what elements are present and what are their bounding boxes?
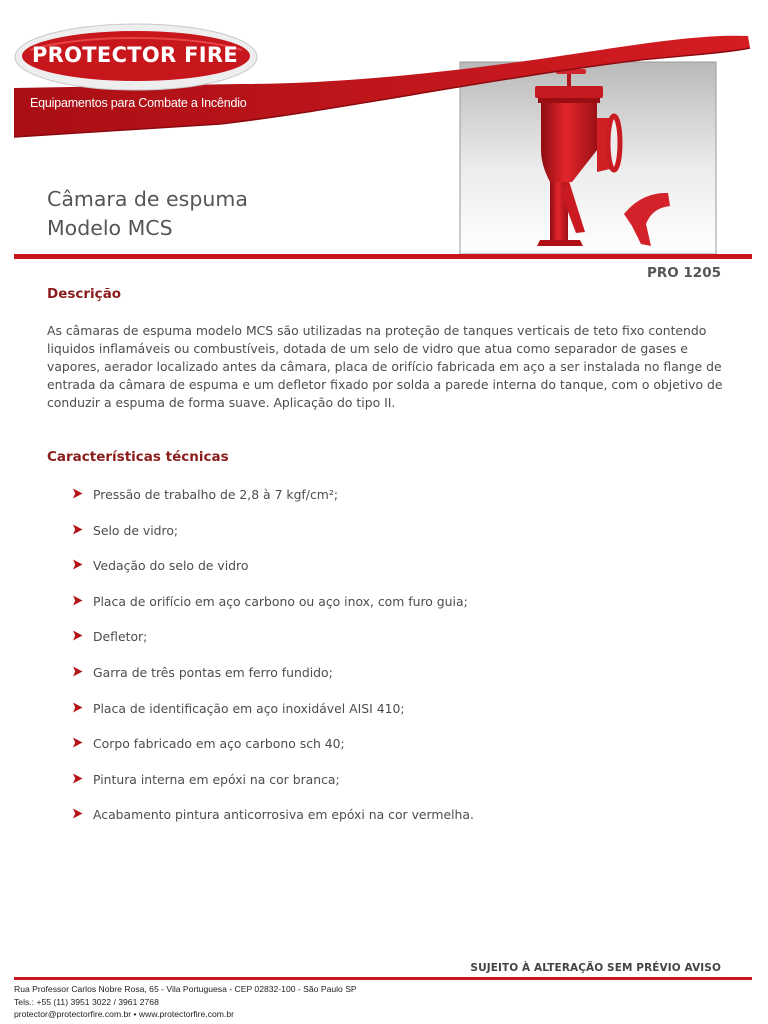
characteristic-item <box>72 736 474 772</box>
characteristic-item <box>72 487 474 523</box>
arrow-bullet-icon <box>72 736 93 748</box>
characteristic-text: Selo de vidro; <box>93 522 179 538</box>
characteristic-text: Pintura interna em epóxi na cor branca; <box>93 771 340 787</box>
characteristic-item <box>72 594 474 630</box>
header-rule <box>14 254 752 259</box>
characteristic-item <box>72 772 474 808</box>
arrow-bullet-icon <box>72 558 93 570</box>
characteristic-text: Acabamento pintura anticorrosiva em epóxi na cor vermelha. <box>93 807 474 823</box>
arrow-bullet-icon <box>72 701 93 713</box>
arrow-bullet-icon <box>72 523 93 535</box>
characteristic-text: Garra de três pontas em ferro fundido; <box>93 664 333 680</box>
characteristic-item <box>72 665 474 701</box>
title-line-2: Modelo MCS <box>47 216 173 240</box>
footer-phones: Tels.: +55 (11) 3951 3022 / 3961 2768 <box>14 996 159 1007</box>
characteristic-item <box>72 629 474 665</box>
characteristic-text: Pressão de trabalho de 2,8 à 7 kgf/cm²; <box>93 487 338 502</box>
brand-tagline: Equipamentos para Combate a Incêndio <box>30 96 247 110</box>
arrow-bullet-icon <box>72 487 93 499</box>
characteristic-text: Defletor; <box>93 629 148 645</box>
characteristic-item <box>72 701 474 737</box>
characteristic-text: Placa de identificação em aço inoxidável AISI 410; <box>93 700 405 716</box>
characteristic-item <box>72 807 474 843</box>
characteristics-list <box>72 487 474 843</box>
characteristic-item <box>72 558 474 594</box>
arrow-bullet-icon <box>72 594 93 606</box>
change-notice: SUJEITO À ALTERAÇÃO SEM PRÉVIO AVISO <box>470 962 721 974</box>
document-title <box>47 185 248 243</box>
arrow-bullet-icon <box>72 629 93 641</box>
characteristics-heading: Características técnicas <box>47 449 229 465</box>
footer-rule <box>14 977 752 980</box>
characteristic-text: Corpo fabricado em aço carbono sch 40; <box>93 736 345 752</box>
characteristic-item <box>72 523 474 559</box>
footer-contact <box>14 983 357 1021</box>
title-line-1: Câmara de espuma <box>47 187 248 211</box>
arrow-bullet-icon <box>72 665 93 677</box>
footer-address: Rua Professor Carlos Nobre Rosa, 65 - Vila Portuguesa - CEP 02832-100 - São Paulo SP <box>14 984 357 994</box>
characteristic-text: Placa de orifício em aço carbono ou aço inox, com furo guia; <box>93 593 468 609</box>
product-code: PRO 1205 <box>646 265 721 281</box>
description-heading: Descrição <box>47 286 122 302</box>
arrow-bullet-icon <box>72 772 93 784</box>
characteristic-text: Vedação do selo de vidro <box>93 558 249 574</box>
footer-contacts: protector@protectorfire.com.br • www.protectorfire.com.br <box>14 1009 234 1019</box>
arrow-bullet-icon <box>72 807 93 819</box>
description-text: As câmaras de espuma modelo MCS são utilizadas na proteção de tanques verticais de teto fixo contendo liquidos inflamáveis ou combustíveis, dotada de um selo de vidro que atua como separador de gases e vapores, aerador localizado antes da câmara, placa de orifício fabricada em aço a ser instalada no flange de entrada da câmara de espuma e um defletor fixado por solda a parede interna do tanque, com o objetivo de conduzir a espuma de forma suave. Aplicação do tipo II. <box>47 323 723 411</box>
brand-logo: PROTECTOR FIRE <box>31 43 239 67</box>
